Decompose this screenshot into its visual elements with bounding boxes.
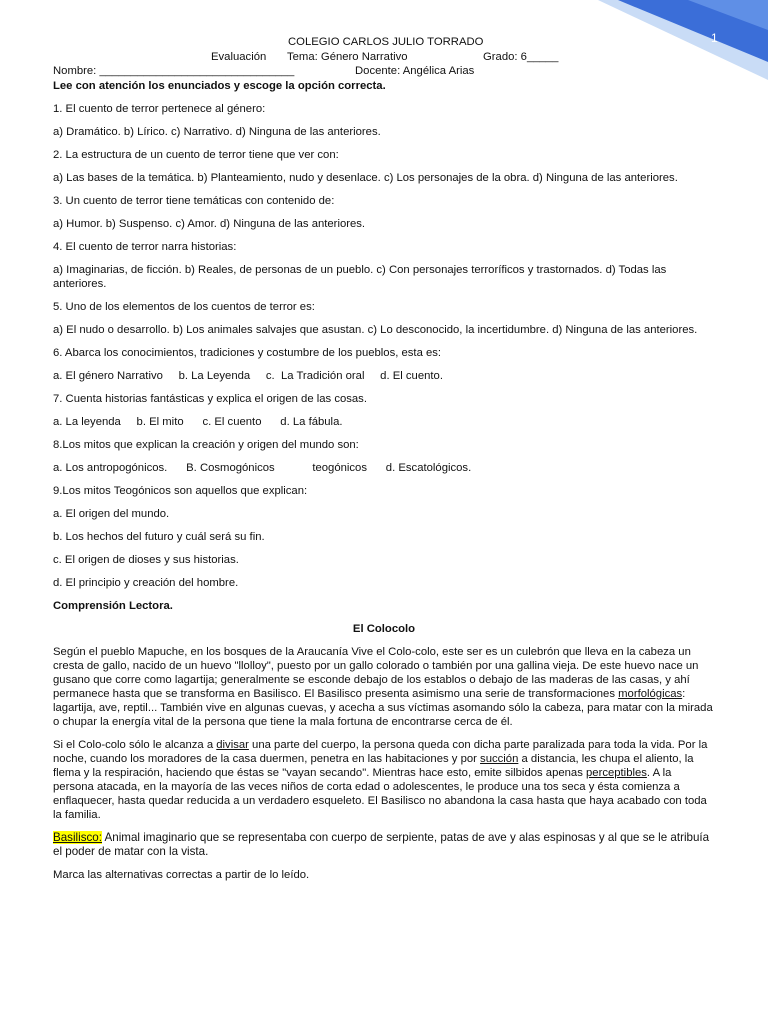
question-2: 2. La estructura de un cuento de terror tiene que ver con:	[53, 149, 339, 161]
answer-options-2: a) Las bases de la temática. b) Planteamiento, nudo y desenlace. c) Los personajes de la obra. d) Ninguna de las anteriores.	[53, 172, 678, 184]
page-number: 1	[711, 31, 718, 45]
evaluation-label: Evaluación	[211, 51, 267, 63]
para2-text-a: Si el Colo-colo sólo le alcanza a	[53, 739, 217, 751]
question-1: 1. El cuento de terror pertenece al género:	[53, 103, 266, 115]
grade-label: Grado: 6_____	[483, 51, 559, 63]
corner-decoration	[598, 0, 768, 80]
question-7: 7. Cuenta historias fantásticas y explica el origen de las cosas.	[53, 393, 367, 405]
answer-options-5: a) El nudo o desarrollo. b) Los animales salvajes que asustan. c) Lo desconocido, la incertidumbre. d) Ninguna de las anteriores.	[53, 324, 698, 336]
underlined-word-perceptibles: perceptibles	[586, 767, 647, 779]
reading-heading: Comprensión Lectora.	[53, 600, 173, 612]
underlined-word-divisar: divisar	[216, 739, 249, 751]
story-title: El Colocolo	[352, 623, 416, 635]
underlined-word-morfologicas: morfológicas	[618, 688, 683, 700]
glossary-entry	[53, 831, 715, 859]
question-3: 3. Un cuento de terror tiene temáticas con contenido de:	[53, 195, 335, 207]
final-instruction: Marca las alternativas correctas a partir de lo leído.	[53, 869, 310, 881]
topic-label: Tema: Género Narrativo	[287, 51, 408, 63]
answer-options-4: a) Imaginarias, de ficción. b) Reales, de personas de un pueblo. c) Con personajes terroríficos y trastornados. d) Todas las anteriores.	[53, 264, 667, 290]
q9-option-b: b. Los hechos del futuro y cuál será su fin.	[53, 531, 265, 543]
q9-option-d: d. El principio y creación del hombre.	[53, 577, 239, 589]
answer-options-8: a. Los antropogónicos. B. Cosmogónicos teogónicos d. Escatológicos.	[53, 462, 472, 474]
story-paragraph-1	[53, 645, 715, 729]
q9-option-a: a. El origen del mundo.	[53, 508, 170, 520]
glossary-definition: Animal imaginario que se representaba con cuerpo de serpiente, patas de ave y alas espinosas y al que se le atribuía el poder de matar con la vista.	[53, 831, 710, 858]
instructions: Lee con atención los enunciados y escoge la opción correcta.	[53, 80, 386, 92]
question-8: 8.Los mitos que explican la creación y origen del mundo son:	[53, 439, 359, 451]
para2-text-d: . A la persona atacada, en la mayoría de las veces niños de corta edad o adolescentes, le produce una tos seca y ésta comienza a enflaquecer, hasta quedar reducida a un verdadero esqueleto. El Basilisco no abandona la casa hasta que haya acabado con toda la familia.	[53, 767, 707, 821]
story-paragraph-2	[53, 738, 715, 822]
para2-text-c: a distancia, les chupa el aliento, la flema y la respiración, haciendo que éstas se "vayan secando". Mientras hace esto, emite silbidos apenas	[53, 753, 694, 779]
answer-options-1: a) Dramático. b) Lírico. c) Narrativo. d) Ninguna de las anteriores.	[53, 126, 381, 138]
school-name: COLEGIO CARLOS JULIO TORRADO	[288, 36, 484, 48]
document-body	[53, 79, 715, 891]
para1-text-a: Según el pueblo Mapuche, en los bosques de la Araucanía Vive el Colo-colo, este ser es un culebrón que lleva en la cabeza un cresta de gallo, nacido de un huevo "llolloy", puesto por un gallo colorado o también por una gallina vieja. De este huevo nace un gusano que corre como lagartija; generalmente se esconde debajo de los establos o debajo de las maderas de las casas, y ahí permanece hasta que se transforma en Basilisco. El Basilisco presenta asimismo una serie de transformaciones	[53, 646, 699, 700]
name-field-label: Nombre: _______________________________	[53, 65, 295, 77]
para1-text-b: : lagartija, ave, reptil... También vive en algunas cuevas, y acecha a sus víctimas asomando sólo la cabeza, para matar con la mirada o chupar la energía vital de la persona que tiene la mala fortuna de encontrarse cerca de él.	[53, 688, 713, 728]
answer-options-6: a. El género Narrativo b. La Leyenda c. La Tradición oral d. El cuento.	[53, 370, 443, 382]
glossary-term: Basilisco:	[53, 831, 102, 844]
question-9: 9.Los mitos Teogónicos son aquellos que explican:	[53, 485, 308, 497]
teacher-label: Docente: Angélica Arias	[355, 65, 475, 77]
question-6: 6. Abarca los conocimientos, tradiciones y costumbre de los pueblos, esta es:	[53, 347, 442, 359]
question-5: 5. Uno de los elementos de los cuentos de terror es:	[53, 301, 315, 313]
underlined-word-succion: succión	[480, 753, 519, 765]
answer-options-3: a) Humor. b) Suspenso. c) Amor. d) Ninguna de las anteriores.	[53, 218, 366, 230]
question-list	[53, 102, 715, 590]
para2-text-b: una parte del cuerpo, la persona queda con dicha parte paralizada para toda la vida. Por la noche, cuando los moradores de la casa duermen, penetra en las habitaciones y por	[53, 739, 708, 765]
q9-option-c: c. El origen de dioses y sus historias.	[53, 554, 239, 566]
answer-options-7: a. La leyenda b. El mito c. El cuento d. La fábula.	[53, 416, 343, 428]
question-4: 4. El cuento de terror narra historias:	[53, 241, 237, 253]
